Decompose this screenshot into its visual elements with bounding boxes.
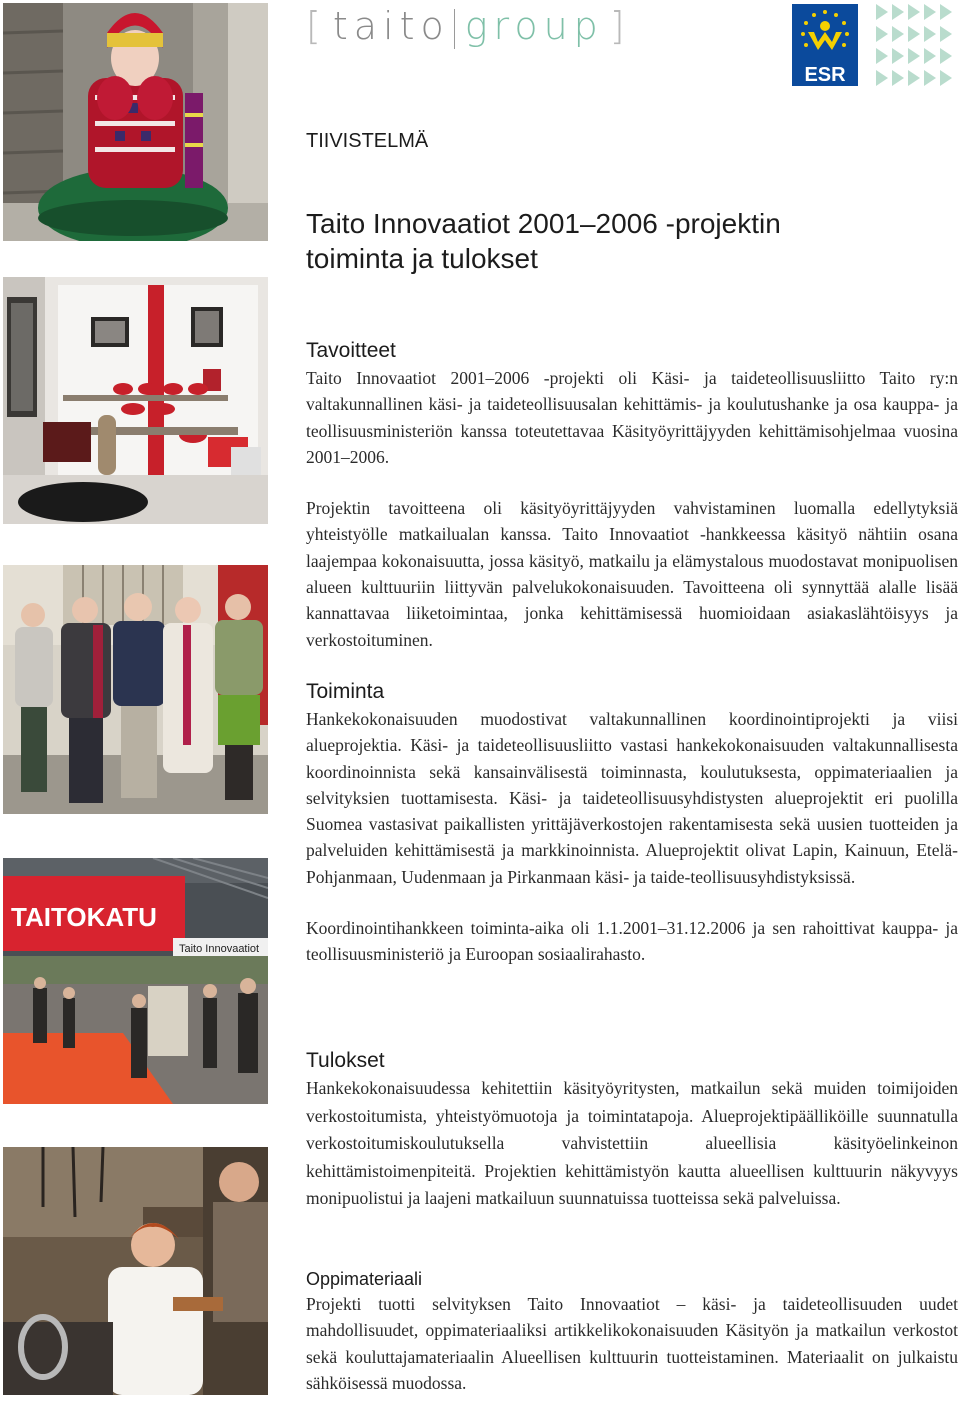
section-toiminta [306,678,958,968]
taitokatu-banner-text: TAITOKATU [11,902,157,932]
logo-word-taito: taito [332,4,450,48]
photo-taitokatu-fair [3,858,268,1104]
document-title [306,206,958,276]
heading-toiminta: Toiminta [306,680,385,703]
section-oppimateriaali [306,1267,958,1396]
tavoitteet-paragraph-1: Taito Innovaatiot 2001–2006 -projekti oli Käsi- ja taideteollisuusliitto Taito ry:n valtakunnallinen käsi- ja taideteollisuusalan kehittämis- ja koulutushanke ja osa kauppa- ja teollisuusministeriön kanssa toteutettavaa Käsityöyrittäjyyden kehittämisohjelmaa vuosina 2001–2006. [306,368,958,467]
heading-oppimateriaali: Oppimateriaali [306,1269,423,1289]
toiminta-paragraph-1: Hankekokonaisuuden muodostivat valtakunnallinen koordinointiprojekti ja viisi alueprojektia. Käsi- ja taideteollisuusliitto vastasi hankekokonaisuuden valtakunnallisesta koordinoinnista sekä kansainvälisestä toiminnasta, koulutuksesta, oppimateriaalien ja selvityksien tuottamisesta. Käsi- ja taideteollisuusyhdistysten alueprojektit eri puolilla Suomea vastasivat paikallisten yrittäjäverkostojen rakentamisesta sekä uusien tuotteiden ja palveluiden kehittämisestä ja markkinoinnista. Alueprojektit olivat Lapin, Kainuun, Etelä-Pohjanmaan, Uudenmaan ja Pirkanmaan käsi- ja taide-teollisuusyhdistyksissä. [306,709,958,887]
booth-sign-text: Taito Innovaatiot [179,943,260,955]
toiminta-paragraph-2: Koordinointihankkeen toiminta-aika oli 1.1.2001–31.12.2006 ja sen rahoittivat kauppa- ja teollisuusministeriö ja Euroopan sosiaalirahasto. [306,918,958,965]
kicker-label: TIIVISTELMÄ [306,130,429,152]
esr-logo [792,4,858,86]
photo-group-of-people [3,565,268,814]
logo-word-group: group [464,4,604,48]
photo-exhibition-display [3,277,268,524]
heading-tulokset: Tulokset [306,1049,385,1072]
section-tavoitteet [306,337,958,653]
esr-label: ESR [804,64,846,86]
photo-workshop [3,1147,268,1395]
heading-tavoitteet: Tavoitteet [306,339,396,362]
taito-group-logo: [ taito group ] [306,4,631,48]
title-line-1: Taito Innovaatiot 2001–2006 -projektin [306,208,781,239]
oppimateriaali-paragraph-1: Projekti tuotti selvityksen Taito Innovaatiot – käsi- ja taideteollisuuden uudet mahdollisuudet, oppimateriaaliksi artikkelikokonaisuuden Käsityön ja matkailun verkostot sekä kouluttajamateriaalin Alueellisen kulttuurin tuotteistaminen. Materiaalit on julkaistu sähköisessä muodossa. [306,1294,958,1393]
section-tulokset [306,1047,958,1213]
photo-knitted-costume [3,3,268,241]
tavoitteet-paragraph-2: Projektin tavoitteena oli käsityöyrittäjyyden vahvistaminen luomalla edellytyksiä yhteistyölle matkailualan kanssa. Taito Innovaatiot -hankkeessa käsityö nähtiin osana laajempaa kokonaisuutta, jossa käsityö, matkailu ja elämystalous muodostavat monipuolisen alueen kulttuuriin liittyvän palvelukokonaisuuden. Tavoitteena oli synnyttää alalle lisää kannattavaa liiketoimintaa, jonka kehittämisessä huomioidaan asiakaslähtöisyys ja verkostoituminen. [306,498,958,650]
tulokset-paragraph-1: Hankekokonaisuudessa kehitettiin käsityöyritysten, matkailun sekä muiden toimijoiden verkostoitumista, yhteistyömuotoja ja toimintatapoja. Alueprojektipäälliköille suunnatulla verkostoitumiskoulutuksella vahvistettiin alueellisia käsityöelinkeinon kehittämistoimenpiteitä. Projektien kehittämistyön kautta alueellisen kulttuurin näkyvyys monipuolistui ja laajeni matkailuun suunnatuissa tuotteissa sekä palveluissa. [306,1078,958,1208]
triangle-pattern-logo [876,4,956,86]
title-line-2: toiminta ja tulokset [306,243,538,274]
